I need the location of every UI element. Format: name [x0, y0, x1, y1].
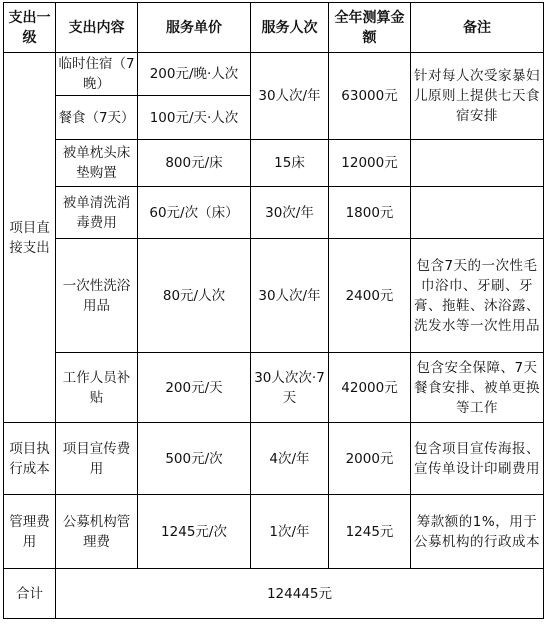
row-note: 包含项目宣传海报、宣传单设计印刷费用 — [411, 423, 544, 495]
table-row — [4, 495, 544, 569]
total-label: 合计 — [4, 569, 56, 619]
row-note: 筹款额的1%，用于公募机构的行政成本 — [411, 495, 544, 569]
row-count: 30次/年 — [251, 187, 329, 239]
row-note: 针对每人次受家暴妇儿原则上提供七天食宿安排 — [411, 53, 544, 140]
row-amount: 63000元 — [329, 53, 411, 140]
total-value: 124445元 — [56, 569, 544, 619]
header-count: 服务人次 — [251, 3, 329, 53]
table-row — [4, 140, 544, 187]
row-note — [411, 187, 544, 239]
row-count: 30人次次·7天 — [251, 353, 329, 423]
row-content: 餐食（7天） — [56, 96, 138, 140]
group-management: 管理费用 — [4, 495, 56, 569]
row-price: 100元/天·人次 — [138, 96, 251, 140]
row-content: 临时住宿（7晚） — [56, 53, 138, 96]
header-content: 支出内容 — [56, 3, 138, 53]
row-price: 200元/天 — [138, 353, 251, 423]
row-amount: 2400元 — [329, 239, 411, 353]
table-row — [4, 239, 544, 353]
row-content: 项目宣传费用 — [56, 423, 138, 495]
row-note: 包含安全保障、7天餐食安排、被单更换等工作 — [411, 353, 544, 423]
table-row — [4, 423, 544, 495]
header-row — [4, 3, 544, 53]
header-level1: 支出一级 — [4, 3, 56, 53]
row-amount: 42000元 — [329, 353, 411, 423]
row-amount: 1245元 — [329, 495, 411, 569]
budget-table — [3, 2, 544, 619]
row-count: 30人次/年 — [251, 53, 329, 140]
row-content: 工作人员补贴 — [56, 353, 138, 423]
row-count: 15床 — [251, 140, 329, 187]
row-amount: 12000元 — [329, 140, 411, 187]
row-count: 1次/年 — [251, 495, 329, 569]
row-price: 200元/晚·人次 — [138, 53, 251, 96]
header-unit-price: 服务单价 — [138, 3, 251, 53]
header-note: 备注 — [411, 3, 544, 53]
row-count: 4次/年 — [251, 423, 329, 495]
row-note: 包含7天的一次性毛巾浴巾、牙刷、牙膏、拖鞋、沐浴露、洗发水等一次性用品 — [411, 239, 544, 353]
row-count: 30人次/年 — [251, 239, 329, 353]
row-content: 公募机构管理费 — [56, 495, 138, 569]
header-annual-amount: 全年测算金额 — [329, 3, 411, 53]
row-content: 一次性洗浴用品 — [56, 239, 138, 353]
group-execution: 项目执行成本 — [4, 423, 56, 495]
row-amount: 2000元 — [329, 423, 411, 495]
table-row — [4, 53, 544, 96]
table-row — [4, 187, 544, 239]
row-price: 1245元/次 — [138, 495, 251, 569]
row-content: 被单清洗消毒费用 — [56, 187, 138, 239]
total-row — [4, 569, 544, 619]
row-amount: 1800元 — [329, 187, 411, 239]
group-direct: 项目直接支出 — [4, 53, 56, 423]
row-price: 80元/人次 — [138, 239, 251, 353]
row-content: 被单枕头床垫购置 — [56, 140, 138, 187]
row-price: 60元/次（床） — [138, 187, 251, 239]
table-row — [4, 353, 544, 423]
row-note — [411, 140, 544, 187]
row-price: 500元/次 — [138, 423, 251, 495]
row-price: 800元/床 — [138, 140, 251, 187]
